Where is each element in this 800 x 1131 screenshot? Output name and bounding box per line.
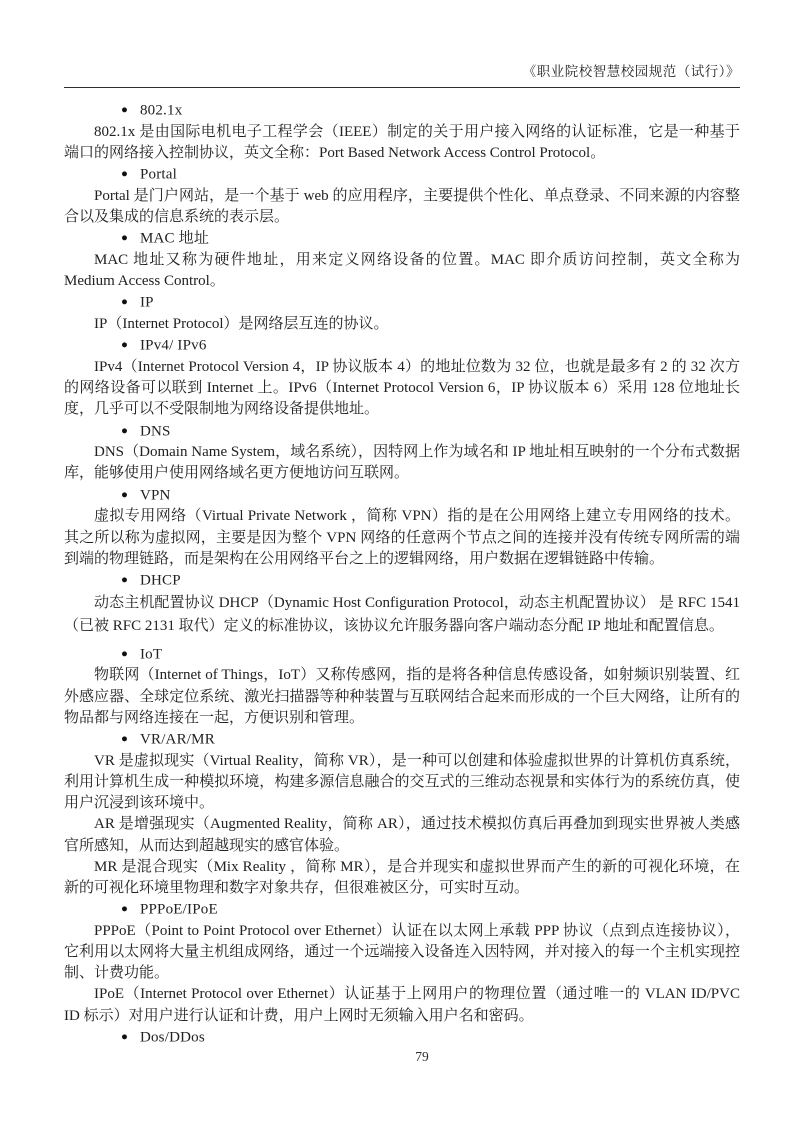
term-heading (64, 292, 740, 314)
term-label: Portal (139, 166, 177, 183)
term-section (64, 899, 740, 1027)
term-definition: IP（Internet Protocol）是网络层互连的协议。 (94, 316, 389, 333)
term-heading (64, 899, 740, 921)
term-definition: 虚拟专用网络（Virtual Private Network ，简称 VPN）指的是在公用网络上建立专用网络的技术。其之所以称为虚拟网，主要是因为整个 VPN 网络的任意两个节点之间的连接并没有传统专网所需的端到端的物理链路，而是架构在公用网络平台之上的逻辑网络，用户数据在逻辑链路中传输。 (64, 508, 740, 567)
term-section (64, 228, 740, 292)
bullet-icon: ● (121, 339, 128, 352)
term-section (64, 421, 740, 485)
term-section (64, 729, 740, 899)
term-definition: PPPoE（Point to Point Protocol over Ethernet）认证在以太网上承载 PPP 协议（点到点连接协议），它利用以太网将大量主机组成网络，通过一个远端接入设备连入因特网，并对接入的每一个主机实现控制、计费功能。 (64, 922, 740, 982)
term-definition: IPv4（Internet Protocol Version 4，IP 协议版本 4）的地址位数为 32 位，也就是最多有 2 的 32 次方的网络设备可以联到 Internet 上。IPv6（Internet Protocol Version 6，IP 协议版本 6）采用 128 位地址长度，几乎可以不受限制地为网络设备提供地址。 (64, 358, 740, 418)
term-label: IP (139, 294, 154, 311)
term-heading (64, 100, 740, 122)
term-section (64, 335, 740, 420)
bullet-icon: ● (121, 647, 128, 660)
term-definition: VR 是虚拟现实（Virtual Reality，简称 VR），是一种可以创建和体验虚拟世界的计算机仿真系统，利用计算机生成一种模拟环境，构建多源信息融合的交互式的三维动态视景和实体行为的系统仿真，使用户沉浸到该环境中。 (64, 752, 740, 812)
bullet-icon: ● (121, 732, 128, 745)
term-heading (64, 644, 740, 666)
term-definition: MR 是混合现实（Mix Reality ，简称 MR），是合并现实和虚拟世界而产生的新的可视化环境，在新的可视化环境里物理和数字对象共存，但很难被区分，可实时互动。 (64, 858, 740, 896)
term-definition: 物联网（Internet of Things，IoT）又称传感网，指的是将各种信息传感设备，如射频识别装置、红外感应器、全球定位系统、激光扫描器等种种装置与互联网结合起来而形成的一个巨大网络，让所有的物品都与网络连接在一起，方便识别和管理。 (64, 667, 740, 726)
term-heading (64, 228, 740, 250)
bullet-icon: ● (121, 104, 128, 116)
bullet-icon: ● (121, 232, 128, 245)
bullet-icon: ● (121, 168, 128, 181)
term-label: MAC 地址 (139, 230, 210, 247)
term-section (64, 292, 740, 335)
term-definition: Portal 是门户网站，是一个基于 web 的应用程序，主要提供个性化、单点登录、不同来源的内容整合以及集成的信息系统的表示层。 (64, 187, 740, 226)
bullet-icon: ● (121, 424, 128, 437)
term-label: VR/AR/MR (139, 731, 215, 748)
term-heading (64, 729, 740, 751)
bullet-icon: ● (121, 903, 128, 916)
page-number: 79 (415, 1049, 429, 1064)
header-title: 《职业院校智慧校园规范（试行）》 (522, 64, 740, 79)
term-label: DHCP (139, 572, 181, 589)
term-definition: MAC 地址又称为硬件地址，用来定义网络设备的位置。MAC 即介质访问控制，英文全称为 Medium Access Control。 (64, 251, 740, 290)
term-section (64, 1027, 740, 1049)
bullet-icon: ● (121, 1030, 128, 1043)
bullet-icon: ● (121, 296, 128, 309)
term-label: IPv4/ IPv6 (139, 337, 207, 354)
term-definition: 802.1x 是由国际电机电子工程学会（IEEE）制定的关于用户接入网络的认证标准，它是一种基于端口的网络接入控制协议，英文全称：Port Based Network Access Control Protocol。 (64, 123, 740, 161)
term-heading (64, 164, 740, 186)
term-heading (64, 1027, 740, 1049)
term-definition: AR 是增强现实（Augmented Reality，简称 AR），通过技术模拟仿真后再叠加到现实世界被人类感官所感知，从而达到超越现实的感官体验。 (64, 816, 740, 854)
term-label: DNS (139, 423, 171, 440)
term-section (64, 570, 740, 638)
term-section (64, 644, 740, 729)
term-heading (64, 421, 740, 443)
term-label: IoT (139, 646, 163, 663)
term-heading (64, 485, 740, 507)
term-section (64, 164, 740, 228)
term-section (64, 485, 740, 570)
term-heading (64, 570, 740, 592)
term-definition: IPoE（Internet Protocol over Ethernet）认证基于上网用户的物理位置（通过唯一的 VLAN ID/PVC ID 标示）对用户进行认证和计费，用户上网时无须输入用户名和密码。 (64, 986, 740, 1024)
term-section (64, 100, 740, 164)
bullet-icon: ● (121, 573, 128, 586)
term-heading (64, 335, 740, 357)
page-footer (0, 1049, 800, 1065)
term-label: 802.1x (139, 102, 183, 119)
document-body (64, 100, 740, 1049)
term-definition: 动态主机配置协议 DHCP（Dynamic Host Configuration Protocol，动态主机配置协议） 是 RFC 1541（已被 RFC 2131 取代）定义的标准协议，该协议允许服务器向客户端动态分配 IP 地址和配置信息。 (64, 594, 740, 634)
term-label: VPN (139, 487, 171, 504)
bullet-icon: ● (121, 488, 128, 501)
term-label: PPPoE/IPoE (139, 901, 218, 918)
page-header (64, 64, 740, 88)
term-definition: DNS（Domain Name System，域名系统），因特网上作为域名和 IP 地址相互映射的一个分布式数据库，能够使用户使用网络域名更方便地访问互联网。 (64, 444, 740, 482)
term-label: Dos/DDos (139, 1029, 205, 1046)
